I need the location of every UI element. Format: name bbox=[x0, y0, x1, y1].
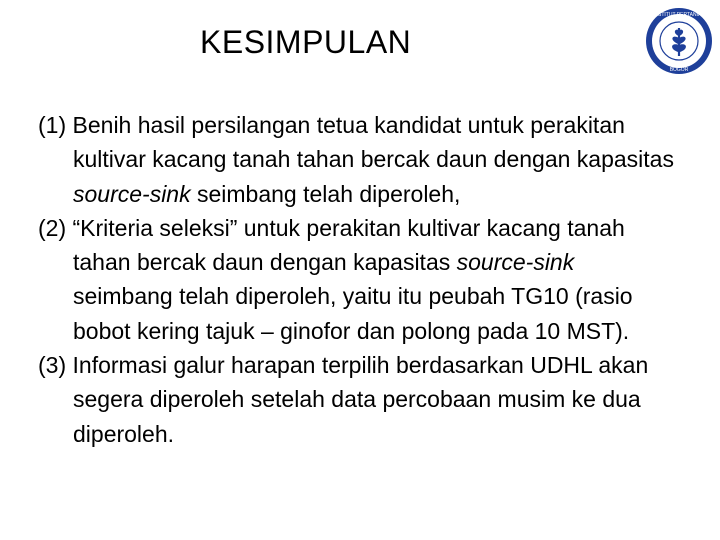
item-text-end: seimbang telah diperoleh, yaitu itu peubah TG10 (rasio bobot kering tajuk – ginofor dan polong pada 10 MST). bbox=[73, 283, 633, 344]
item-text: Informasi galur harapan terpilih berdasarkan UDHL akan segera diperoleh setelah data percobaan musim ke dua diperoleh. bbox=[66, 352, 649, 447]
institution-seal-icon bbox=[644, 6, 714, 76]
list-item bbox=[38, 348, 678, 451]
item-number: (2) bbox=[38, 214, 67, 241]
logo-arc-text: INSTITUT PERTANIAN bbox=[653, 12, 705, 18]
item-text: “Kriteria seleksi” untuk perakitan kultivar kacang tanah tahan bercak daun dengan kapasitas bbox=[66, 214, 625, 276]
item-number: (1) bbox=[38, 112, 67, 138]
item-italic: source-sink bbox=[73, 180, 191, 207]
list-item bbox=[38, 108, 678, 211]
conclusion-list bbox=[38, 108, 678, 451]
item-italic: source-sink bbox=[456, 249, 575, 276]
item-text: Benih hasil persilangan tetua kandidat untuk perakitan kultivar kacang tanah tahan bercak daun dengan kapasitas bbox=[66, 112, 674, 173]
item-text-end: seimbang telah diperoleh, bbox=[190, 180, 461, 207]
item-number: (3) bbox=[38, 352, 67, 379]
slide-title: KESIMPULAN bbox=[200, 24, 412, 60]
logo-bottom-text: BOGOR bbox=[669, 67, 689, 73]
list-item bbox=[38, 211, 678, 348]
